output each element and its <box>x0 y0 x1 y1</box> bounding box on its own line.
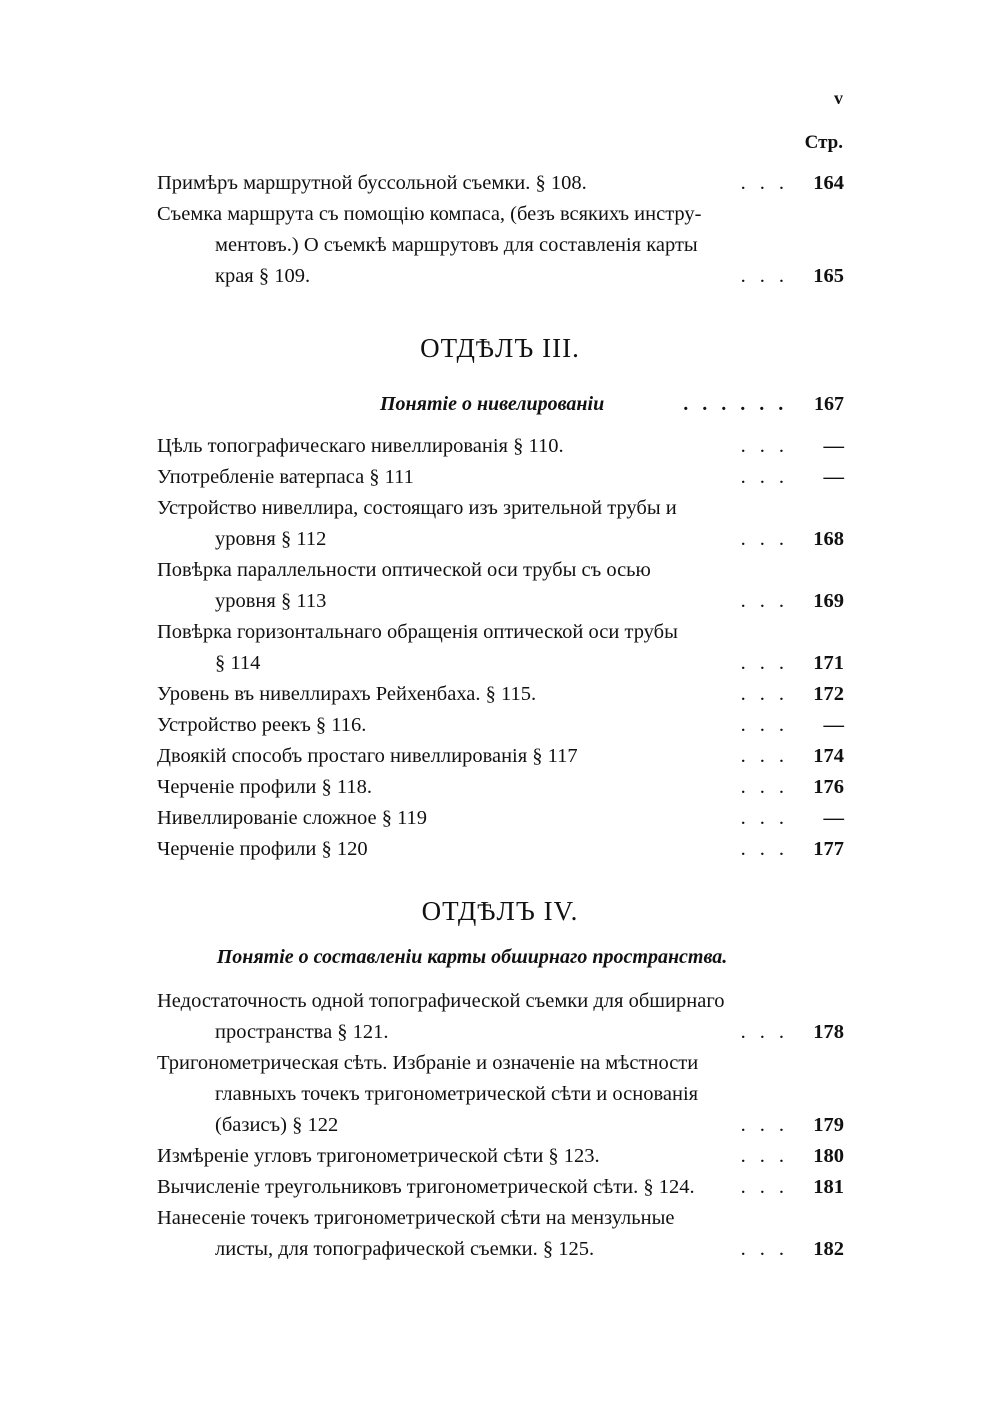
toc-entry-page: — <box>823 435 844 457</box>
toc-entry-text: Вычисленіе треугольниковъ тригонометрической сѣти. § 124. <box>157 1176 695 1198</box>
toc-entry <box>157 1172 844 1203</box>
toc-entry-line <box>157 834 844 865</box>
toc-entry <box>157 710 844 741</box>
leader-dots: ... <box>740 652 798 674</box>
toc-entry-page: 165 <box>813 265 844 287</box>
toc-entry <box>157 986 844 1048</box>
toc-entry-line <box>157 1203 844 1234</box>
toc-entry-text: § 114 <box>215 652 261 674</box>
toc-entry-line <box>157 1172 844 1203</box>
toc-entry-text: уровня § 113 <box>215 590 327 612</box>
section-4-title: ОТДѢЛЪ IV. <box>421 896 579 926</box>
toc-entry-text: пространства § 121. <box>215 1021 389 1043</box>
toc-entry-page: 164 <box>813 172 844 194</box>
leader-dots: ... <box>740 1145 798 1167</box>
toc-entry-line <box>157 524 844 555</box>
toc-entry-line <box>157 986 844 1017</box>
toc-entry-line <box>157 617 844 648</box>
page-number: v <box>834 88 843 108</box>
toc-entry-text: Тригонометрическая сѣть. Избраніе и означеніе на мѣстности <box>157 1052 699 1074</box>
toc-entry-text: ментовъ.) О съемкѣ маршрутовъ для составленія карты <box>215 234 698 256</box>
toc-entry-line <box>157 679 844 710</box>
leader-dots: ... <box>740 435 798 457</box>
leader-dots: ... <box>740 683 798 705</box>
toc-entry-page: 182 <box>813 1238 844 1260</box>
toc-entry-text: Нивеллированіе сложное § 119 <box>157 807 428 829</box>
toc-entry <box>157 1203 844 1265</box>
toc-entry-line <box>157 431 844 462</box>
toc-entry-line <box>157 199 844 230</box>
toc-entry-line <box>157 1017 844 1048</box>
leader-dots: ... <box>740 1114 798 1136</box>
leader-dots: ...... <box>684 393 798 415</box>
toc-entry-line <box>157 1234 844 1265</box>
toc-entry-line <box>157 493 844 524</box>
toc-entry-line <box>157 1079 844 1110</box>
toc-entry-line <box>157 803 844 834</box>
toc-entry-page: 178 <box>813 1021 844 1043</box>
leader-dots: ... <box>740 172 798 194</box>
section-3-subtitle-page: 167 <box>814 393 844 415</box>
leader-dots: ... <box>740 714 798 736</box>
toc-entry <box>157 493 844 555</box>
toc-entry-page: 180 <box>813 1145 844 1167</box>
toc-entry <box>157 772 844 803</box>
toc-entry-text: Устройство реекъ § 116. <box>157 714 367 736</box>
toc-entry <box>157 741 844 772</box>
toc-entry-line <box>157 261 844 292</box>
toc-entry-page: — <box>823 714 844 736</box>
toc-entry-text: Измѣреніе угловъ тригонометрической сѣти § 123. <box>157 1145 600 1167</box>
toc-entry-text: Недостаточность одной топографической съемки для обширнаго <box>157 990 725 1012</box>
toc-entry-page: 181 <box>813 1176 844 1198</box>
toc-entry-text: Устройство нивеллира, состоящаго изъ зрительной трубы и <box>157 497 677 519</box>
leader-dots: ... <box>740 838 798 860</box>
toc-entry-page: 172 <box>813 683 844 705</box>
leader-dots: ... <box>740 1238 798 1260</box>
toc-entry-page: 168 <box>813 528 844 550</box>
toc-entry <box>157 617 844 679</box>
toc-entry-page: 169 <box>813 590 844 612</box>
leader-dots: ... <box>740 466 798 488</box>
toc-entry <box>157 803 844 834</box>
leader-dots: ... <box>740 745 798 767</box>
toc-entry <box>157 1048 844 1141</box>
toc-entry-text: Съемка маршрута съ помощію компаса, (безъ всякихъ инстру- <box>157 203 702 225</box>
section-4-subtitle: Понятіе о составленіи карты обширнаго пространства. <box>216 946 728 968</box>
toc-entry-text: главныхъ точекъ тригонометрической сѣти и основанія <box>215 1083 699 1105</box>
toc-entry-line <box>157 555 844 586</box>
toc-entry-line <box>157 772 844 803</box>
toc-entry-line <box>157 1110 844 1141</box>
toc-entry-text: листы, для топографической съемки. § 125. <box>215 1238 595 1260</box>
leader-dots: ... <box>740 1021 798 1043</box>
section-3-subtitle-text: Понятіе о нивелированіи <box>380 393 605 415</box>
toc-entry-line <box>157 648 844 679</box>
toc-entry <box>157 679 844 710</box>
page-column-label: Стр. <box>804 132 843 153</box>
toc-entry-page: — <box>823 807 844 829</box>
toc-entry <box>157 462 844 493</box>
toc-entry-text: Уровень въ нивеллирахъ Рейхенбаха. § 115. <box>157 683 537 705</box>
section-3-title: ОТДѢЛЪ III. <box>420 333 580 363</box>
toc-entry-text: Нанесеніе точекъ тригонометрической сѣти на мензульные <box>157 1207 675 1229</box>
toc-entry-line <box>157 1141 844 1172</box>
toc-entry-line <box>157 230 844 261</box>
toc-entry-text: Черченіе профили § 118. <box>157 776 372 798</box>
toc-entry-text: (базисъ) § 122 <box>215 1114 339 1136</box>
toc-entry <box>157 168 844 199</box>
toc-entry <box>157 555 844 617</box>
toc-entry-page: 177 <box>813 838 844 860</box>
toc-entry <box>157 199 844 292</box>
leader-dots: ... <box>740 590 798 612</box>
toc-entry-text: края § 109. <box>215 265 311 287</box>
toc-entry-page: 171 <box>813 652 844 674</box>
toc-entry <box>157 431 844 462</box>
toc-entry-text: Повѣрка горизонтальнаго обращенія оптической оси трубы <box>157 621 678 643</box>
toc-entry-text: уровня § 112 <box>215 528 327 550</box>
toc-entry-text: Черченіе профили § 120 <box>157 838 368 860</box>
toc-entry-page: 174 <box>813 745 844 767</box>
toc-entry-line <box>157 710 844 741</box>
leader-dots: ... <box>740 528 798 550</box>
toc-entry-page: 179 <box>813 1114 844 1136</box>
toc-entry-line <box>157 741 844 772</box>
toc-entry-page: — <box>823 466 844 488</box>
leader-dots: ... <box>740 265 798 287</box>
toc-entry-line <box>157 168 844 199</box>
toc-entry-line <box>157 1048 844 1079</box>
leader-dots: ... <box>740 807 798 829</box>
toc-entry-text: Цѣль топографическаго нивеллированія § 110. <box>157 435 564 457</box>
toc-entry-text: Повѣрка параллельности оптической оси трубы съ осью <box>157 559 651 581</box>
toc-entry-text: Двоякій способъ простаго нивеллированія § 117 <box>157 745 578 767</box>
toc-entry <box>157 834 844 865</box>
toc-entry-line <box>157 586 844 617</box>
toc-entry-text: Употребленіе ватерпаса § 111 <box>157 466 414 488</box>
toc-entry <box>157 1141 844 1172</box>
toc-entry-line <box>157 462 844 493</box>
toc-entry-text: Примѣръ маршрутной буссольной съемки. § 108. <box>157 172 587 194</box>
leader-dots: ... <box>740 776 798 798</box>
leader-dots: ... <box>740 1176 798 1198</box>
toc-entry-page: 176 <box>813 776 844 798</box>
